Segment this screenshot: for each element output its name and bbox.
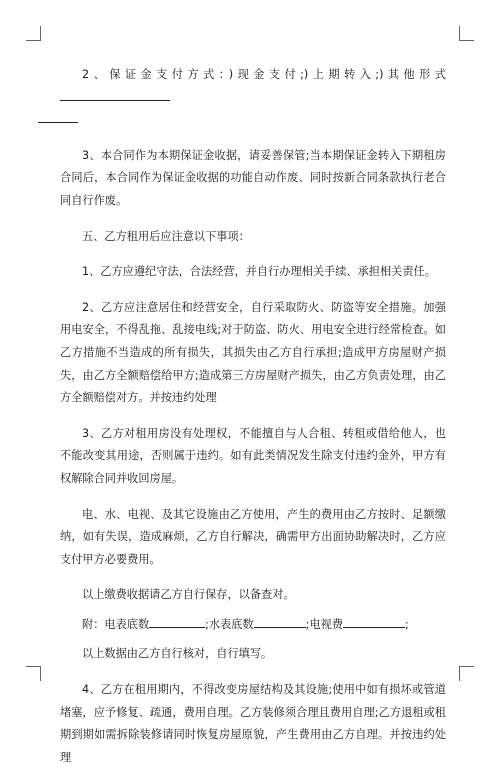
payment-method-text: 2、保证金支付方式：)现金支付;)上期转入;)其他形式 [82, 68, 446, 81]
section-heading: 五、乙方租用后应注意以下事项： [82, 229, 250, 243]
clause-3: 3、乙方对租用房没有处理权，不能擅自与人合租、转租或借给他人，也不能改变其用途，否则属于违约。如有此类情况发生除支付违约金外，甲方有权解除合同并收回房屋。 [60, 426, 446, 485]
water-meter-blank [254, 615, 306, 628]
fill-blank [38, 110, 78, 123]
self-check-note: 以上数据由乙方自行核对，自行填写。 [82, 647, 273, 661]
electric-meter-label: 附：电表底数 [82, 617, 150, 631]
clause-1: 1、乙方应遵纪守法，合法经营，并自行办理相关手续、承担相关责任。 [82, 265, 436, 279]
semicolon: ; [405, 617, 409, 631]
crop-mark-top-left [26, 26, 41, 41]
deposit-receipt-paragraph: 3、本合同作为本期保证金收据，请妥善保管;当本期保证金转入下期租房合同后，本合同作为保证金收据的功能自动作废、同时按新合同条款执行老合同自行作废。 [60, 148, 446, 207]
payment-method-paragraph [60, 64, 446, 132]
meter-readings-line [60, 614, 446, 637]
tv-fee-blank [343, 615, 405, 628]
tv-fee-label: ;电视费 [305, 617, 344, 631]
water-meter-label: ;水表底数 [205, 617, 254, 631]
clause-2: 2、乙方应注意居住和经营安全，自行采取防火、防盗等安全措施。加强用电安全，不得乱拖、乱接电线;对于防盗、防火、用电安全进行经常检查。如乙方措施不当造成的所有损失，其损失由乙方自行承担;造成甲方房屋财产损失，由乙方全额赔偿给甲方;造成第三方房屋财产损失，由乙方负责处理，由乙方全额赔偿对方。并按违约处理 [60, 300, 446, 405]
receipt-note: 以上缴费收据请乙方自行保存，以备查对。 [82, 588, 295, 602]
crop-mark-bottom-right [459, 666, 474, 681]
fill-blank [60, 88, 170, 101]
document-body [60, 64, 446, 782]
electric-meter-blank [149, 615, 205, 628]
utilities-paragraph: 电、水、电视、及其它设施由乙方使用，产生的费用由乙方按时、足额缴纳，如有失误，造成麻烦，乙方自行解决，确需甲方出面协助解决时，乙方应支付甲方必要费用。 [60, 507, 446, 566]
crop-mark-top-right [459, 26, 474, 41]
crop-mark-bottom-left [26, 666, 41, 681]
clause-4: 4、乙方在租用期内，不得改变房屋结构及其设施;使用中如有损坏或管道堵塞，应予修复、疏通，费用自理。乙方装修须合理且费用自理;乙方退租或租期到期如需拆除装修请同时恢复房屋原貌，产生费用由乙方自理。并按违约处理 [60, 683, 446, 764]
